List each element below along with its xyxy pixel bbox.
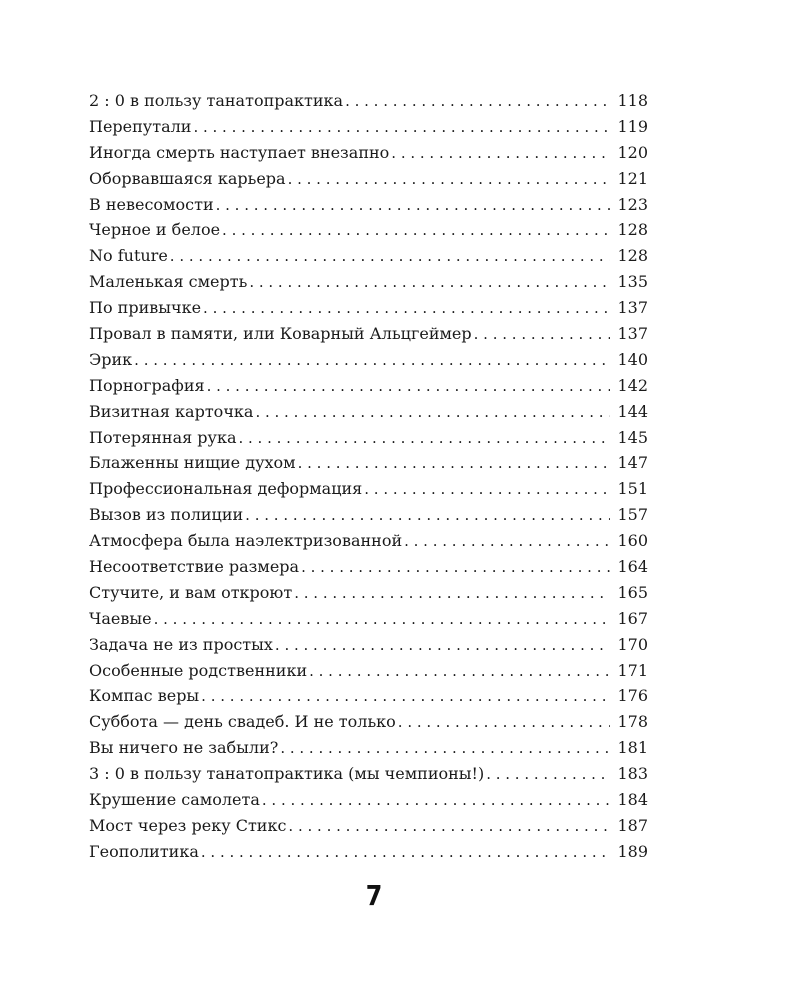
toc-dot-leader xyxy=(262,788,610,814)
toc-entry-title: По привычке xyxy=(89,298,202,318)
toc-entry-page: 189 xyxy=(617,841,648,861)
toc-dot-leader xyxy=(193,115,610,141)
toc-entry-page: 164 xyxy=(617,557,648,577)
toc-entry-page: 137 xyxy=(617,324,648,344)
toc-entry xyxy=(89,321,648,347)
toc-entry-page: 144 xyxy=(617,401,648,421)
toc-entry-page: 151 xyxy=(617,479,648,499)
toc-entry-title: Блаженны нищие духом xyxy=(89,453,296,473)
toc-entry xyxy=(89,425,648,451)
toc-entry xyxy=(89,373,648,399)
toc-entry-title: Оборвавшаяся карьера xyxy=(89,168,286,188)
toc-entry-title: 3 : 0 в пользу танатопрактика (мы чемпионы!) xyxy=(89,764,485,784)
toc-entry-title: Компас веры xyxy=(89,686,200,706)
toc-entry-page: 187 xyxy=(617,815,648,835)
toc-entry-title: Атмосфера была наэлектризованной xyxy=(89,531,403,551)
toc-dot-leader xyxy=(288,814,610,840)
toc-entry xyxy=(89,839,648,865)
toc-dot-leader xyxy=(288,167,610,193)
toc-dot-leader xyxy=(238,426,610,452)
toc-entry-page: 121 xyxy=(617,168,648,188)
toc-entry xyxy=(89,217,648,243)
toc-entry-page: 128 xyxy=(617,220,648,240)
toc-dot-leader xyxy=(391,141,610,167)
toc-dot-leader xyxy=(222,218,610,244)
toc-dot-leader xyxy=(345,89,610,115)
toc-dot-leader xyxy=(275,633,610,659)
toc-entry-page: 137 xyxy=(617,298,648,318)
toc-dot-leader xyxy=(255,400,610,426)
toc-entry-page: 119 xyxy=(617,116,648,136)
toc-entry-title: Вы ничего не забыли? xyxy=(89,738,279,758)
toc-entry-page: 167 xyxy=(617,608,648,628)
toc-entry-title: Суббота — день свадеб. И не только xyxy=(89,712,396,732)
toc-dot-leader xyxy=(404,529,610,555)
toc-dot-leader xyxy=(298,451,610,477)
toc-entry xyxy=(89,735,648,761)
toc-entry-title: Чаевые xyxy=(89,608,152,628)
toc-entry-page: 171 xyxy=(617,660,648,680)
toc-entry xyxy=(89,580,648,606)
toc-entry-title: No future xyxy=(89,246,168,266)
toc-entry-title: Геополитика xyxy=(89,841,199,861)
toc-entry xyxy=(89,295,648,321)
toc-entry xyxy=(89,114,648,140)
toc-entry xyxy=(89,658,648,684)
toc-entry xyxy=(89,166,648,192)
toc-entry-page: 178 xyxy=(617,712,648,732)
toc-entry xyxy=(89,502,648,528)
toc-entry-title: Потерянная рука xyxy=(89,427,237,447)
toc-entry-page: 160 xyxy=(617,531,648,551)
toc-dot-leader xyxy=(207,374,610,400)
toc-entry-page: 140 xyxy=(617,349,648,369)
toc-entry-title: В невесомости xyxy=(89,194,214,214)
toc-dot-leader xyxy=(170,244,610,270)
toc-entry-title: Визитная карточка xyxy=(89,401,254,421)
toc-entry-page: 157 xyxy=(617,505,648,525)
toc-entry-title: Крушение самолета xyxy=(89,790,260,810)
toc-entry-title: Особенные родственники xyxy=(89,660,308,680)
toc-entry-page: 170 xyxy=(617,634,648,654)
toc-entry-page: 145 xyxy=(617,427,648,447)
toc-entry-page: 142 xyxy=(617,375,648,395)
toc-dot-leader xyxy=(201,684,610,710)
toc-dot-leader xyxy=(398,710,610,736)
toc-entry-page: 183 xyxy=(617,764,648,784)
toc-entry xyxy=(89,787,648,813)
toc-dot-leader xyxy=(309,659,610,685)
toc-entry xyxy=(89,683,648,709)
toc-dot-leader xyxy=(134,348,610,374)
toc-entry-title: Стучите, и вам откроют xyxy=(89,582,293,602)
toc-entry-title: Несоответствие размера xyxy=(89,557,300,577)
toc-entry-page: 147 xyxy=(617,453,648,473)
toc-entry-title: Провал в памяти, или Коварный Альцгеймер xyxy=(89,324,472,344)
toc-dot-leader xyxy=(280,736,610,762)
toc-entry xyxy=(89,450,648,476)
toc-entry-title: Черное и белое xyxy=(89,220,221,240)
toc-dot-leader xyxy=(245,503,610,529)
table-of-contents xyxy=(89,88,648,865)
toc-entry xyxy=(89,243,648,269)
toc-entry xyxy=(89,269,648,295)
toc-dot-leader xyxy=(201,840,610,866)
toc-entry xyxy=(89,813,648,839)
toc-dot-leader xyxy=(294,581,610,607)
toc-dot-leader xyxy=(203,296,610,322)
toc-entry-title: Маленькая смерть xyxy=(89,272,248,292)
toc-entry xyxy=(89,528,648,554)
toc-dot-leader xyxy=(486,762,610,788)
toc-entry-page: 176 xyxy=(617,686,648,706)
toc-entry xyxy=(89,476,648,502)
toc-entry-title: Порнография xyxy=(89,375,205,395)
toc-entry-title: Перепутали xyxy=(89,116,192,136)
toc-entry-title: Задача не из простых xyxy=(89,634,273,654)
toc-entry-page: 128 xyxy=(617,246,648,266)
toc-entry-title: 2 : 0 в пользу танатопрактика xyxy=(89,91,344,110)
toc-dot-leader xyxy=(249,270,610,296)
toc-entry-page: 120 xyxy=(617,142,648,162)
toc-entry xyxy=(89,709,648,735)
toc-entry xyxy=(89,761,648,787)
toc-entry xyxy=(89,606,648,632)
toc-entry-page: 184 xyxy=(617,790,648,810)
toc-dot-leader xyxy=(301,555,610,581)
toc-entry-title: Мост через реку Стикс xyxy=(89,815,287,835)
toc-entry-page: 181 xyxy=(617,738,648,758)
toc-entry-title: Вызов из полиции xyxy=(89,505,244,525)
toc-entry-title: Профессиональная деформация xyxy=(89,479,363,499)
toc-dot-leader xyxy=(154,607,610,633)
toc-entry xyxy=(89,140,648,166)
toc-dot-leader xyxy=(364,477,610,503)
toc-entry xyxy=(89,399,648,425)
toc-entry-title: Эрик xyxy=(89,349,133,369)
toc-entry-page: 123 xyxy=(617,194,648,214)
toc-entry-page: 118 xyxy=(617,91,648,110)
toc-entry xyxy=(89,347,648,373)
toc-entry-title: Иногда смерть наступает внезапно xyxy=(89,142,390,162)
page-number: 7 xyxy=(365,879,383,912)
toc-entry xyxy=(89,88,648,114)
toc-entry xyxy=(89,632,648,658)
toc-dot-leader xyxy=(216,193,610,219)
toc-dot-leader xyxy=(474,322,610,348)
toc-entry xyxy=(89,554,648,580)
toc-entry-page: 165 xyxy=(617,582,648,602)
toc-entry-page: 135 xyxy=(617,272,648,292)
toc-entry xyxy=(89,192,648,218)
